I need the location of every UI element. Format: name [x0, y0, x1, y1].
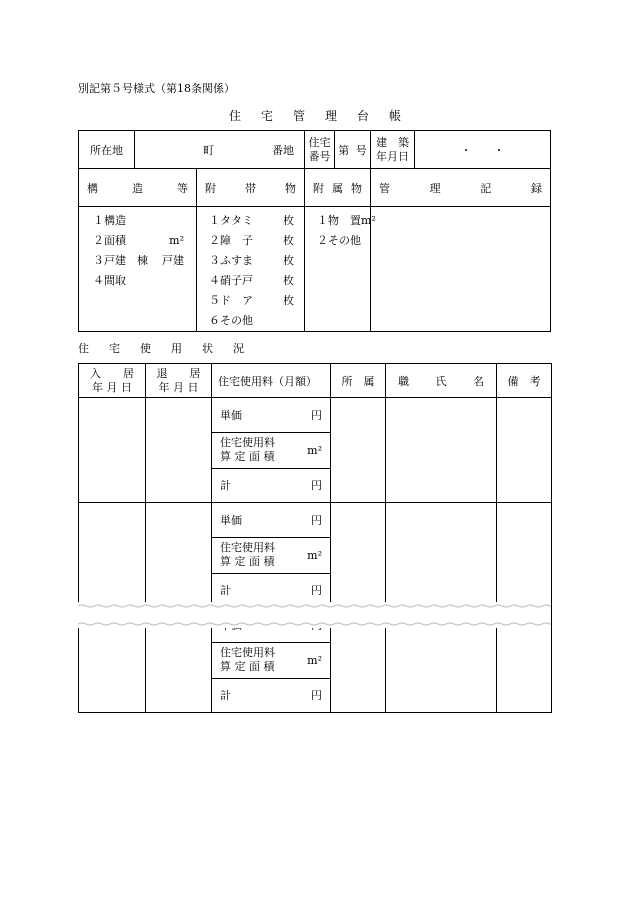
list-item: ３戸建 棟 戸建: [93, 254, 184, 267]
kanri-field[interactable]: [371, 207, 551, 332]
unit-price-row[interactable]: 単価 円: [212, 503, 330, 537]
nyukyo-field[interactable]: [79, 503, 146, 608]
total-row[interactable]: 計 円: [220, 689, 322, 703]
shoku-field[interactable]: [386, 503, 497, 608]
col-kanri: 管 理 記 録: [371, 169, 551, 207]
futai-list[interactable]: [197, 207, 305, 332]
fuzoku-list[interactable]: [305, 207, 376, 332]
col-shoku: 職 氏 名: [386, 364, 497, 398]
fee-block: [212, 398, 331, 503]
usage-title: 住 宅 使 用 状 況: [78, 342, 244, 355]
shozoku-field[interactable]: [331, 398, 386, 503]
list-item: ５ド ア 枚: [209, 294, 295, 307]
area-row[interactable]: 住宅使用料 算 定 面 積 m²: [212, 432, 330, 468]
list-item: ３ふすま 枚: [209, 254, 295, 267]
col-futai: 附 帯 物: [197, 169, 305, 207]
fee-block: [212, 503, 331, 608]
list-item: ２その他: [317, 234, 362, 247]
list-item: ２障 子 枚: [209, 234, 295, 247]
house-number-field[interactable]: 第 号: [335, 131, 371, 169]
page-title: 住 宅 管 理 台 帳: [228, 109, 402, 123]
col-shozoku: 所 属: [331, 364, 386, 398]
nyukyo-field[interactable]: [79, 398, 146, 503]
col-fuzoku: 附 属 物: [305, 169, 371, 207]
taikyo-field[interactable]: [146, 398, 212, 503]
col-kozo: 構 造 等: [79, 169, 197, 207]
registry-table: [78, 130, 551, 332]
taikyo-field[interactable]: [146, 503, 212, 608]
location-label: 所在地: [79, 131, 135, 169]
total-row[interactable]: 計 円: [220, 479, 322, 493]
col-taikyo: 退 居 年 月 日: [146, 364, 212, 398]
list-item: ４間取: [93, 274, 126, 287]
col-biko: 備 考: [497, 364, 552, 398]
usage-table: [78, 363, 552, 713]
list-item: １物 置 m²: [317, 214, 376, 227]
form-header: 別記第５号様式（第18条関係）: [78, 82, 235, 95]
area-row[interactable]: 住宅使用料 算 定 面 積 m²: [212, 642, 330, 678]
col-nyukyo: 入 居 年 月 日: [79, 364, 146, 398]
shoku-field[interactable]: [386, 398, 497, 503]
list-item: ２面積 m²: [93, 234, 184, 247]
continuation-break: [78, 600, 551, 630]
list-item: １タタミ 枚: [209, 214, 295, 227]
list-item: ４硝子戸 枚: [209, 274, 295, 287]
biko-field[interactable]: [497, 398, 552, 503]
list-item: １構造: [93, 214, 126, 227]
total-row[interactable]: 計 円: [220, 584, 322, 598]
biko-field[interactable]: [497, 503, 552, 608]
location-field[interactable]: 町 番地: [135, 131, 305, 169]
col-fee: 住宅使用料（月額）: [212, 364, 331, 398]
unit-price-row[interactable]: 単価 円: [212, 398, 330, 432]
shozoku-field[interactable]: [331, 503, 386, 608]
build-date-label: 建 築 年月日: [371, 131, 415, 169]
house-number-label: 住宅 番号: [305, 131, 335, 169]
build-date-field[interactable]: ・ ・: [415, 131, 551, 169]
kozo-list[interactable]: [79, 207, 197, 332]
area-row[interactable]: 住宅使用料 算 定 面 積 m²: [212, 537, 330, 573]
list-item: ６その他: [209, 314, 253, 327]
